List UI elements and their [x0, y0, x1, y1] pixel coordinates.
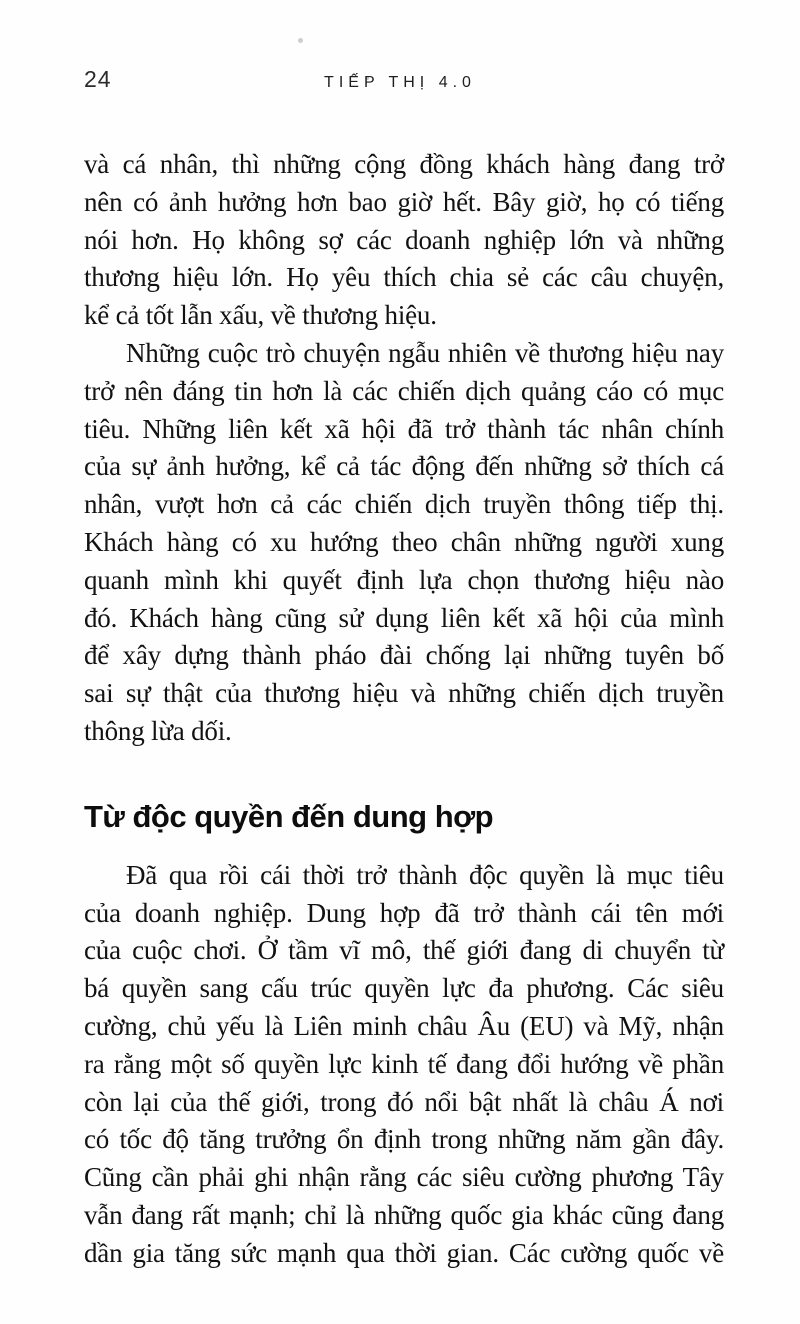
text-line: thông lừa dối. [84, 715, 232, 746]
text-line: trở nên đáng tin hơn là các chiến dịch quảng cáo có mục [84, 375, 724, 406]
text-line: còn lại của thế giới, trong đó nổi bật nhất là châu Á nơi [84, 1086, 724, 1117]
text-line: và cá nhân, thì những cộng đồng khách hàng đang trở [84, 149, 724, 179]
text-line: bá quyền sang cấu trúc quyền lực đa phương. Các siêu [84, 973, 724, 1004]
text-column [84, 146, 724, 1273]
text-line: cường, chủ yếu là Liên minh châu Âu (EU) và Mỹ, nhận [84, 1010, 724, 1041]
text-line: của cuộc chơi. Ở tầm vĩ mô, thế giới đang di chuyển từ [84, 935, 724, 966]
text-line: Đã qua rồi cái thời trở thành độc quyền là mục tiêu [126, 859, 724, 890]
text-line: ra rằng một số quyền lực kinh tế đang đổi hướng về phần [84, 1048, 724, 1079]
text-line: nên có ảnh hưởng hơn bao giờ hết. Bây giờ, họ có tiếng [84, 186, 724, 217]
text-line: Cũng cần phải ghi nhận rằng các siêu cường phương Tây [84, 1162, 724, 1193]
text-line: Những cuộc trò chuyện ngẫu nhiên về thương hiệu nay [126, 337, 724, 368]
text-line: tiêu. Những liên kết xã hội đã trở thành tác nhân chính [84, 413, 724, 444]
text-line: kể cả tốt lẫn xấu, về thương hiệu. [84, 300, 437, 331]
running-head: TIẾP THỊ 4.0 [324, 74, 476, 91]
text-line: đó. Khách hàng cũng sử dụng liên kết xã hội của mình [84, 602, 724, 633]
paragraph [84, 335, 724, 751]
text-line: sai sự thật của thương hiệu và những chiến dịch truyền [84, 678, 724, 709]
text-line: nhân, vượt hơn cả các chiến dịch truyền thông tiếp thị. [84, 489, 724, 520]
text-line: quanh mình khi quyết định lựa chọn thương hiệu nào [84, 564, 724, 595]
text-line: của doanh nghiệp. Dung hợp đã trở thành cái tên mới [84, 897, 724, 928]
text-line: của sự ảnh hưởng, kể cả tác động đến những sở thích cá [84, 451, 724, 482]
text-line: có tốc độ tăng trưởng ổn định trong những năm gần đây. [84, 1124, 724, 1155]
section-heading: Từ độc quyền đến dung hợp [84, 798, 494, 834]
paragraph [84, 857, 724, 1273]
text-line: vẫn đang rất mạnh; chỉ là những quốc gia khác cũng đang [84, 1199, 724, 1230]
scan-speck [298, 38, 303, 43]
paragraph [84, 146, 724, 335]
text-line: Khách hàng có xu hướng theo chân những người xung [84, 526, 724, 557]
text-line: để xây dựng thành pháo đài chống lại những tuyên bố [84, 640, 724, 671]
text-line: dần gia tăng sức mạnh qua thời gian. Các cường quốc về [84, 1237, 724, 1268]
text-line: thương hiệu lớn. Họ yêu thích chia sẻ các câu chuyện, [84, 262, 724, 293]
page-number: 24 [84, 66, 112, 92]
text-line: nói hơn. Họ không sợ các doanh nghiệp lớn và những [84, 224, 724, 255]
